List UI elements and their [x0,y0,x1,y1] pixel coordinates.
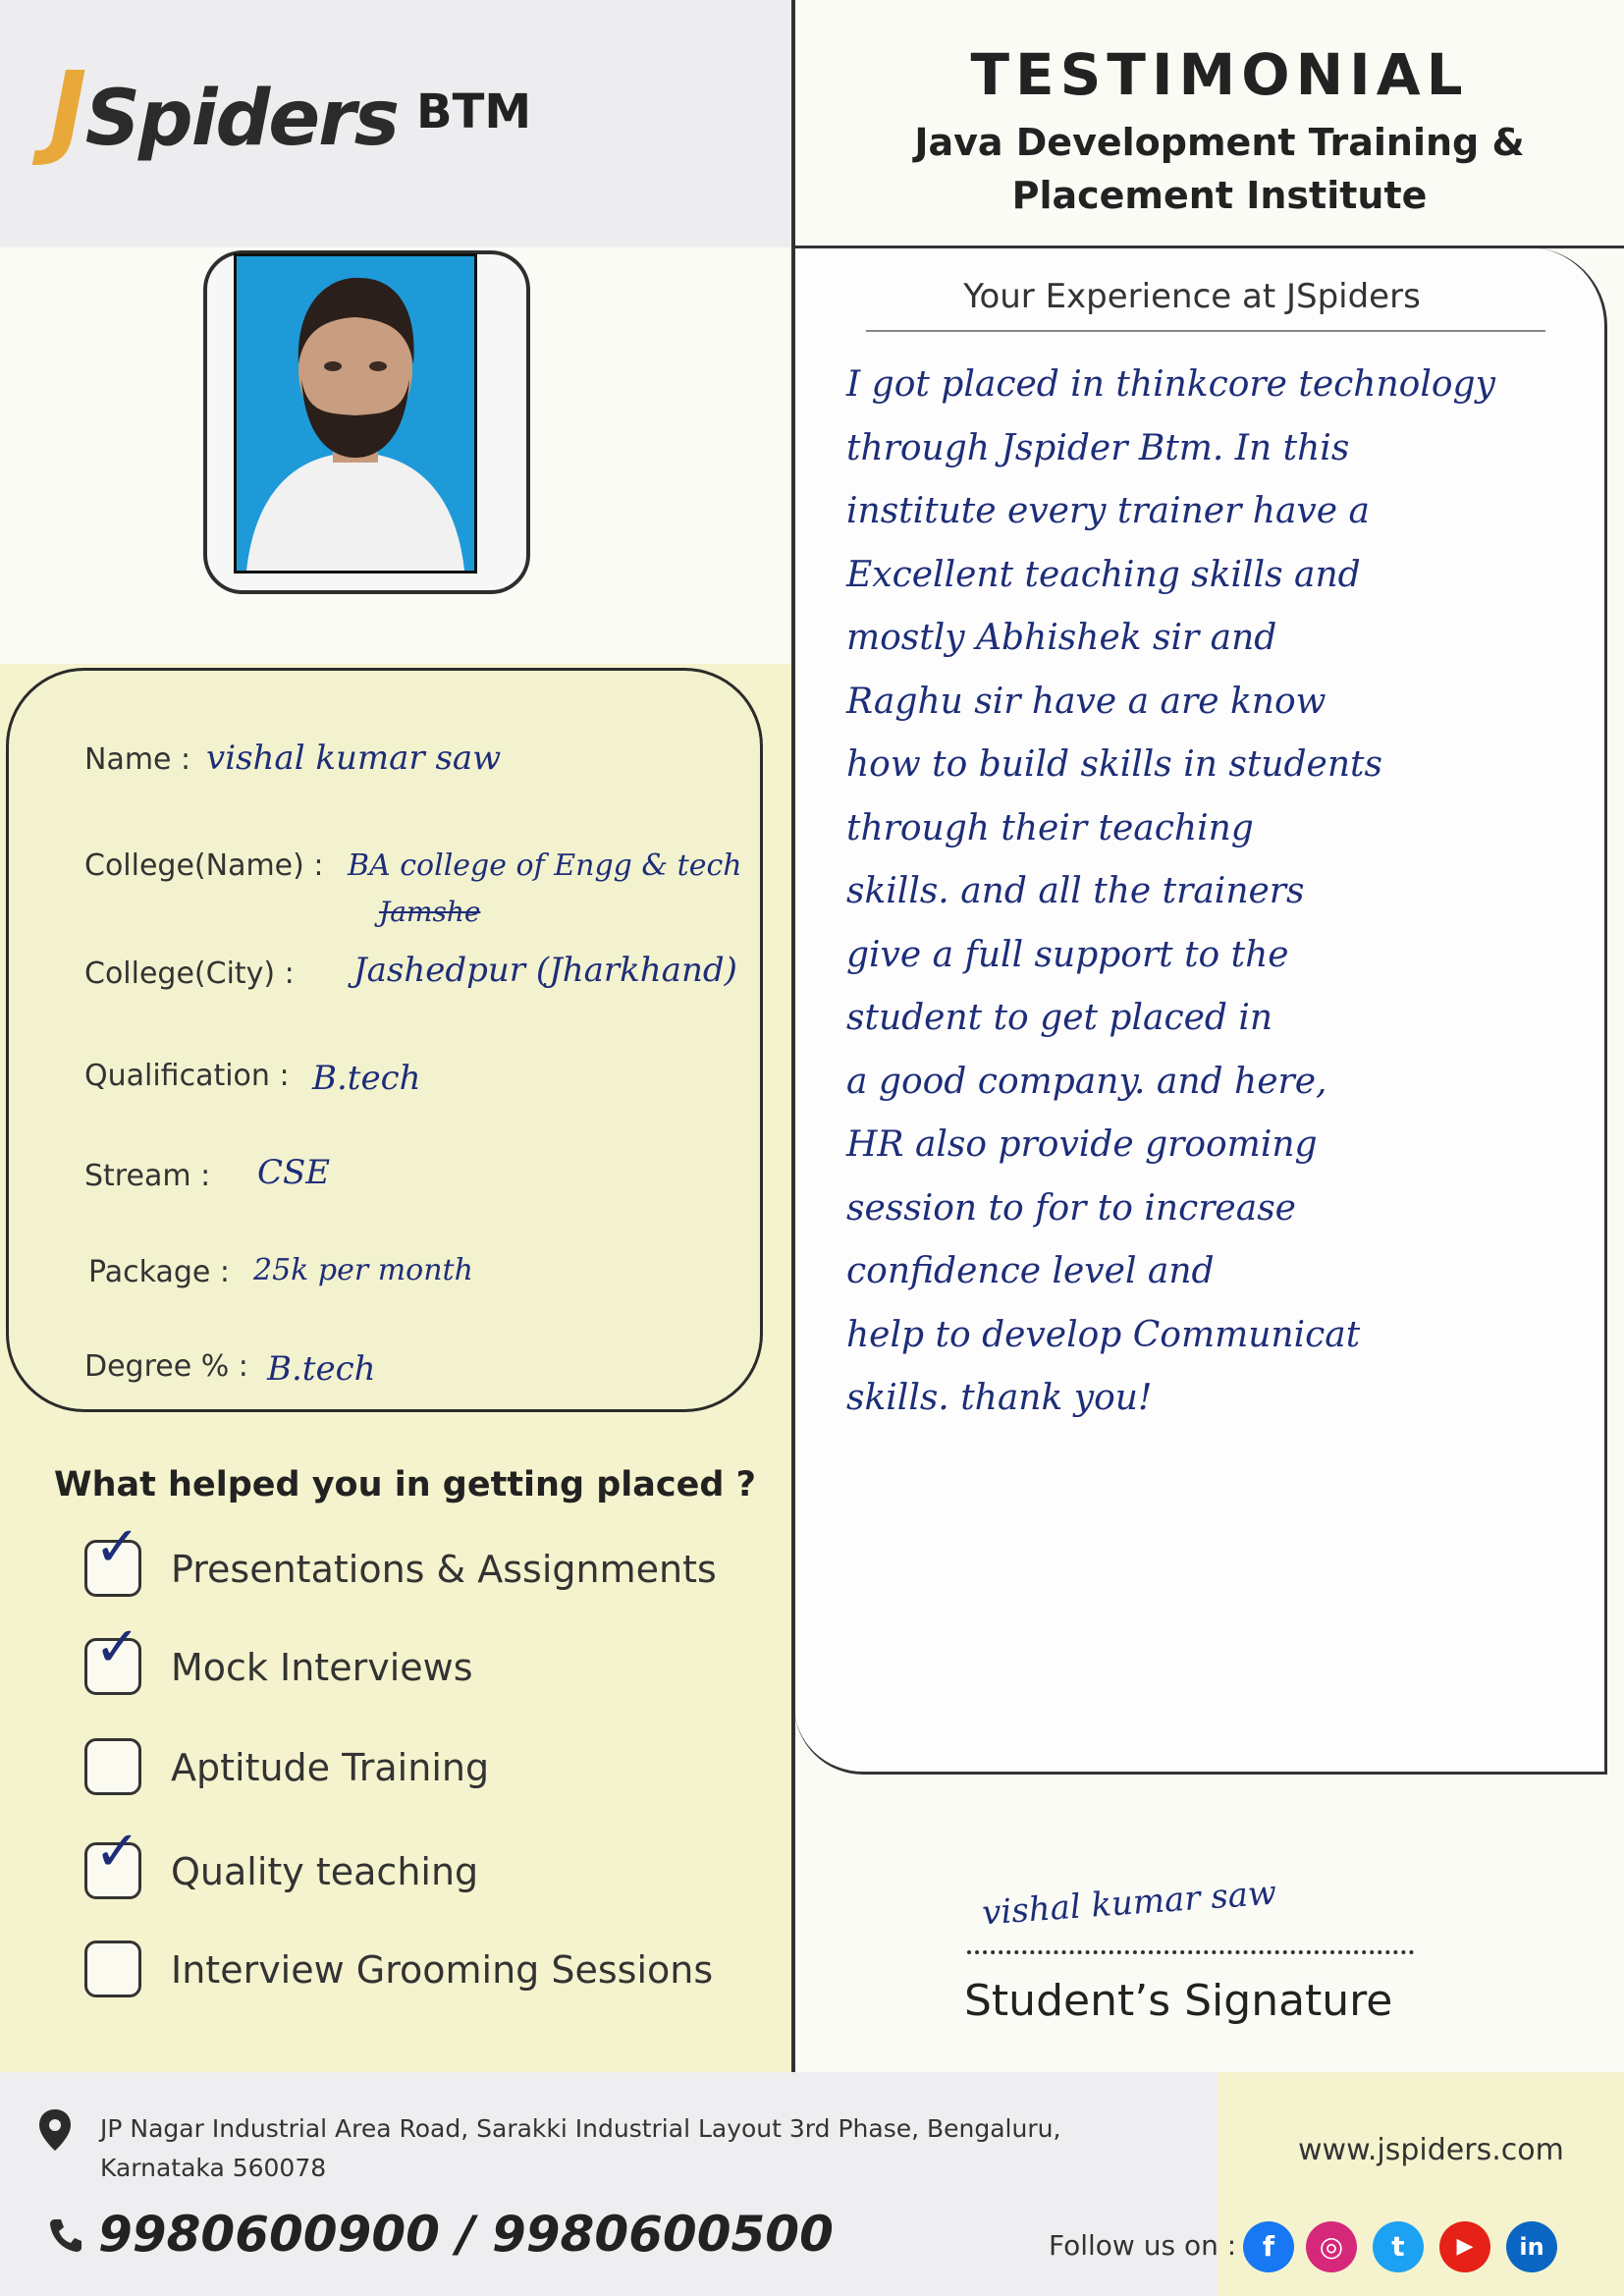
youtube-icon[interactable]: ▶ [1439,2221,1490,2272]
student-info-card [6,668,763,1412]
subtitle-line-2: Placement Institute [1011,174,1428,217]
person-silhouette-icon [237,256,474,571]
checkbox-aptitude-training[interactable] [84,1738,141,1795]
address-line-2: Karnataka 560078 [100,2154,327,2182]
degree-value: B.tech [267,1349,376,1389]
follow-us-label: Follow us on : [1049,2229,1237,2262]
subtitle-line-1: Java Development Training & [914,121,1525,164]
package-label: Package : [88,1255,230,1289]
college-name-struck: Jamshe [379,896,481,928]
qualification-label: Qualification : [84,1059,290,1093]
column-divider [791,0,795,2072]
facebook-icon[interactable]: f [1243,2221,1294,2272]
phone-icon [47,2215,82,2255]
page-title: TESTIMONIAL [970,41,1469,108]
college-city-value: Jashedpur (Jharkhand) [353,951,737,990]
twitter-icon[interactable]: t [1373,2221,1424,2272]
experience-title-underline [866,330,1545,332]
address-line-1: JP Nagar Industrial Area Road, Sarakki Industrial Layout 3rd Phase, Bengaluru, [100,2114,1061,2143]
stream-label: Stream : [84,1159,211,1193]
branch-name: BTM [416,84,532,139]
signature-line [967,1950,1414,1954]
experience-text: I got placed in thinkcore technology through Jspider Btm. In this institute every trainer have a Excellent teaching skills and mostly Abhishek sir and Raghu sir have a are know how to build skills in students through their teaching skills. and all the trainers give a full support to the student to get placed in a good company. and here, HR also provide grooming session to for to increase confidence level and help to develop Communicat skills. thank you! [846,364,1495,1418]
signature-handwritten: vishal kumar saw [980,1873,1278,1934]
signature-label: Student’s Signature [964,1976,1393,2026]
header-divider [795,246,1624,248]
student-photo [234,253,477,574]
location-pin-icon [37,2107,73,2153]
linkedin-icon[interactable]: in [1506,2221,1557,2272]
qualification-value: B.tech [312,1059,421,1098]
website-link[interactable]: www.jspiders.com [1298,2133,1564,2167]
college-city-label: College(City) : [84,957,295,991]
college-name-value: BA college of Engg & tech [348,848,742,883]
helped-title: What helped you in getting placed ? [54,1465,756,1504]
check-mark-icon: ✓ [94,1615,140,1679]
checkbox-label-quality-teaching: Quality teaching [171,1850,479,1893]
checkbox-label-presentations: Presentations & Assignments [171,1548,717,1591]
checkbox-label-interview-grooming: Interview Grooming Sessions [171,1948,714,1992]
experience-title: Your Experience at JSpiders [963,277,1421,316]
jspiders-logo: JSpiders [49,49,399,169]
degree-label: Degree % : [84,1349,248,1384]
instagram-icon[interactable]: ◎ [1306,2221,1357,2272]
address [100,2109,1082,2188]
phone-numbers: 9980600900 / 9980600500 [98,2206,834,2263]
package-value: 25k per month [253,1253,473,1287]
checkbox-label-mock-interviews: Mock Interviews [171,1646,473,1689]
checkbox-interview-grooming[interactable] [84,1941,141,1997]
stream-value: CSE [257,1153,331,1192]
college-name-label: College(Name) : [84,848,324,883]
check-mark-icon: ✓ [94,1515,140,1579]
checkbox-label-aptitude-training: Aptitude Training [171,1746,490,1789]
name-value: vishal kumar saw [206,738,502,778]
check-mark-icon: ✓ [94,1820,140,1884]
page-subtitle [795,116,1624,222]
name-label: Name : [84,742,191,777]
